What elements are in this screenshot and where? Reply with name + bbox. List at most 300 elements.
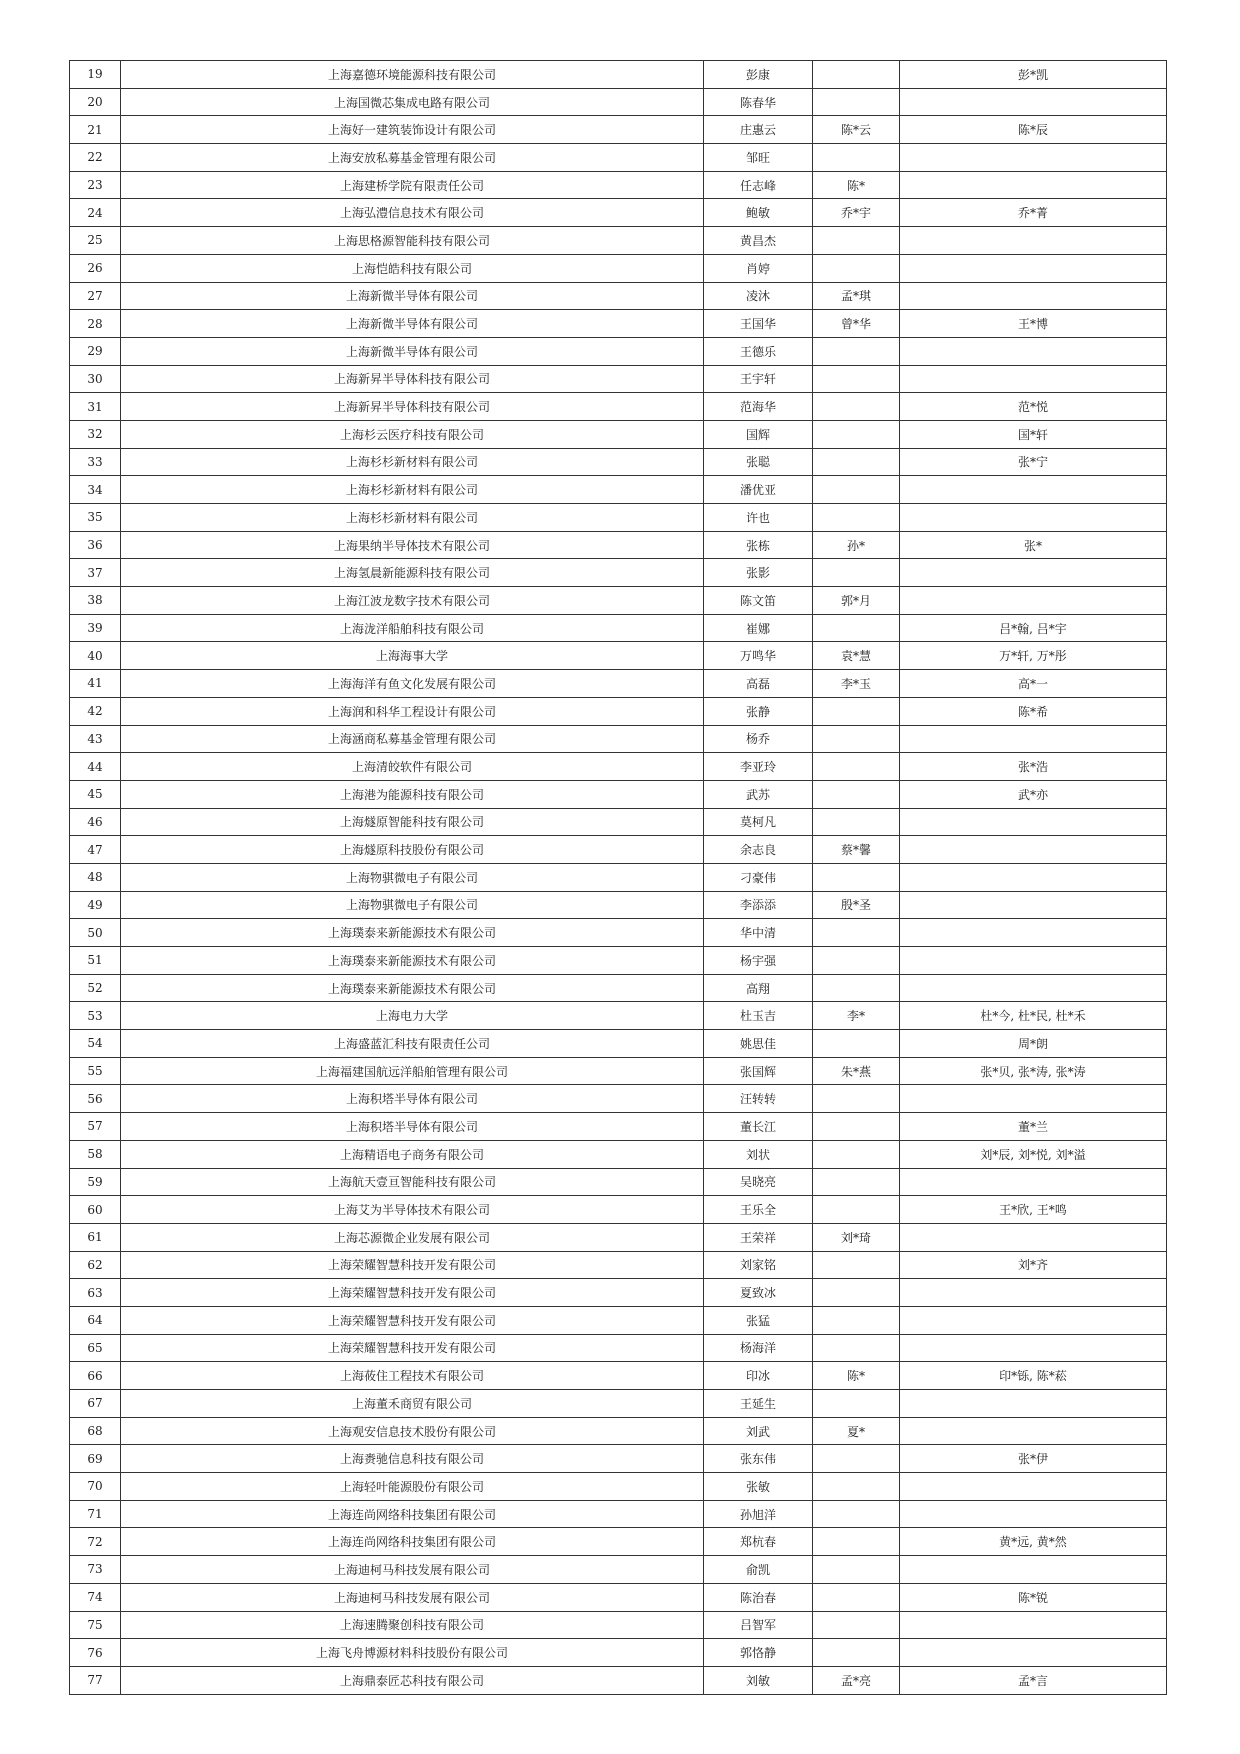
row-number-cell: 23 xyxy=(70,171,121,199)
person-name-cell: 陈治春 xyxy=(704,1583,813,1611)
spouse-name-cell xyxy=(813,420,900,448)
children-names-cell: 杜*今, 杜*民, 杜*禾 xyxy=(900,1002,1167,1030)
row-number-cell: 51 xyxy=(70,947,121,975)
person-name-cell: 肖婷 xyxy=(704,254,813,282)
spouse-name-cell xyxy=(813,337,900,365)
table-row xyxy=(70,1251,1167,1279)
children-names-cell: 黄*远, 黄*然 xyxy=(900,1528,1167,1556)
row-number-cell: 43 xyxy=(70,725,121,753)
spouse-name-cell xyxy=(813,1251,900,1279)
table-row xyxy=(70,1030,1167,1058)
children-names-cell: 印*铄, 陈*菘 xyxy=(900,1362,1167,1390)
table-row xyxy=(70,919,1167,947)
row-number-cell: 73 xyxy=(70,1556,121,1584)
table-row xyxy=(70,808,1167,836)
person-name-cell: 高翔 xyxy=(704,974,813,1002)
row-number-cell: 50 xyxy=(70,919,121,947)
spouse-name-cell: 孟*亮 xyxy=(813,1666,900,1694)
person-name-cell: 杨乔 xyxy=(704,725,813,753)
person-name-cell: 刘武 xyxy=(704,1417,813,1445)
table-row xyxy=(70,1113,1167,1141)
row-number-cell: 25 xyxy=(70,227,121,255)
spouse-name-cell xyxy=(813,725,900,753)
person-name-cell: 张国辉 xyxy=(704,1057,813,1085)
spouse-name-cell: 孙* xyxy=(813,531,900,559)
person-name-cell: 邹旺 xyxy=(704,144,813,172)
children-names-cell xyxy=(900,1500,1167,1528)
row-number-cell: 63 xyxy=(70,1279,121,1307)
table-row xyxy=(70,891,1167,919)
spouse-name-cell xyxy=(813,1611,900,1639)
person-name-cell: 郭恪静 xyxy=(704,1639,813,1667)
row-number-cell: 69 xyxy=(70,1445,121,1473)
row-number-cell: 41 xyxy=(70,670,121,698)
person-name-cell: 许也 xyxy=(704,504,813,532)
person-name-cell: 孙旭洋 xyxy=(704,1500,813,1528)
company-name-cell: 上海速腾聚创科技有限公司 xyxy=(121,1611,704,1639)
company-name-cell: 上海飞舟博源材料科技股份有限公司 xyxy=(121,1639,704,1667)
company-name-cell: 上海荣耀智慧科技开发有限公司 xyxy=(121,1279,704,1307)
spouse-name-cell xyxy=(813,1473,900,1501)
children-names-cell: 王*博 xyxy=(900,310,1167,338)
children-names-cell: 彭*凯 xyxy=(900,61,1167,89)
company-name-cell: 上海物骐微电子有限公司 xyxy=(121,891,704,919)
row-number-cell: 62 xyxy=(70,1251,121,1279)
table-row xyxy=(70,1500,1167,1528)
row-number-cell: 58 xyxy=(70,1140,121,1168)
company-name-cell: 上海海洋有鱼文化发展有限公司 xyxy=(121,670,704,698)
spouse-name-cell: 乔*宇 xyxy=(813,199,900,227)
spouse-name-cell xyxy=(813,61,900,89)
company-name-cell: 上海积塔半导体有限公司 xyxy=(121,1085,704,1113)
table-row xyxy=(70,1390,1167,1418)
children-names-cell xyxy=(900,1473,1167,1501)
children-names-cell xyxy=(900,1390,1167,1418)
children-names-cell xyxy=(900,863,1167,891)
company-name-cell: 上海杉杉新材料有限公司 xyxy=(121,476,704,504)
table-row xyxy=(70,670,1167,698)
person-name-cell: 万鸣华 xyxy=(704,642,813,670)
company-name-cell: 上海新微半导体有限公司 xyxy=(121,310,704,338)
person-name-cell: 李亚玲 xyxy=(704,753,813,781)
company-name-cell: 上海福建国航远洋船舶管理有限公司 xyxy=(121,1057,704,1085)
table-row xyxy=(70,1666,1167,1694)
company-name-cell: 上海连尚网络科技集团有限公司 xyxy=(121,1500,704,1528)
spouse-name-cell xyxy=(813,1500,900,1528)
table-row xyxy=(70,947,1167,975)
row-number-cell: 54 xyxy=(70,1030,121,1058)
roster-table-page xyxy=(69,60,1161,1695)
company-name-cell: 上海璞泰来新能源技术有限公司 xyxy=(121,974,704,1002)
company-name-cell: 上海轻叶能源股份有限公司 xyxy=(121,1473,704,1501)
company-name-cell: 上海盛蓝汇科技有限责任公司 xyxy=(121,1030,704,1058)
table-row xyxy=(70,1528,1167,1556)
company-name-cell: 上海安放私募基金管理有限公司 xyxy=(121,144,704,172)
row-number-cell: 19 xyxy=(70,61,121,89)
spouse-name-cell: 孟*琪 xyxy=(813,282,900,310)
row-number-cell: 21 xyxy=(70,116,121,144)
row-number-cell: 59 xyxy=(70,1168,121,1196)
person-name-cell: 王荣祥 xyxy=(704,1223,813,1251)
children-names-cell xyxy=(900,1306,1167,1334)
person-name-cell: 范海华 xyxy=(704,393,813,421)
spouse-name-cell: 曾*华 xyxy=(813,310,900,338)
spouse-name-cell xyxy=(813,1030,900,1058)
person-name-cell: 国辉 xyxy=(704,420,813,448)
company-name-cell: 上海荣耀智慧科技开发有限公司 xyxy=(121,1306,704,1334)
table-row xyxy=(70,504,1167,532)
company-name-cell: 上海好一建筑装饰设计有限公司 xyxy=(121,116,704,144)
company-name-cell: 上海璞泰来新能源技术有限公司 xyxy=(121,947,704,975)
spouse-name-cell: 陈*云 xyxy=(813,116,900,144)
company-name-cell: 上海恺皓科技有限公司 xyxy=(121,254,704,282)
company-name-cell: 上海芯源微企业发展有限公司 xyxy=(121,1223,704,1251)
row-number-cell: 36 xyxy=(70,531,121,559)
person-name-cell: 杨海洋 xyxy=(704,1334,813,1362)
company-name-cell: 上海新昇半导体科技有限公司 xyxy=(121,393,704,421)
spouse-name-cell xyxy=(813,1334,900,1362)
person-name-cell: 刘家铭 xyxy=(704,1251,813,1279)
company-name-cell: 上海璞泰来新能源技术有限公司 xyxy=(121,919,704,947)
company-name-cell: 上海燧原智能科技有限公司 xyxy=(121,808,704,836)
table-row xyxy=(70,1196,1167,1224)
spouse-name-cell xyxy=(813,1196,900,1224)
row-number-cell: 47 xyxy=(70,836,121,864)
table-row xyxy=(70,282,1167,310)
person-name-cell: 潘优亚 xyxy=(704,476,813,504)
person-name-cell: 王国华 xyxy=(704,310,813,338)
company-name-cell: 上海新微半导体有限公司 xyxy=(121,337,704,365)
person-name-cell: 庄惠云 xyxy=(704,116,813,144)
row-number-cell: 57 xyxy=(70,1113,121,1141)
children-names-cell xyxy=(900,587,1167,615)
row-number-cell: 30 xyxy=(70,365,121,393)
spouse-name-cell xyxy=(813,1583,900,1611)
company-name-cell: 上海清皎软件有限公司 xyxy=(121,753,704,781)
person-name-cell: 任志峰 xyxy=(704,171,813,199)
table-row xyxy=(70,1002,1167,1030)
row-number-cell: 32 xyxy=(70,420,121,448)
company-name-cell: 上海鼎泰匠芯科技有限公司 xyxy=(121,1666,704,1694)
spouse-name-cell xyxy=(813,863,900,891)
spouse-name-cell xyxy=(813,476,900,504)
person-name-cell: 张聪 xyxy=(704,448,813,476)
company-name-cell: 上海杉云医疗科技有限公司 xyxy=(121,420,704,448)
company-name-cell: 上海赉驰信息科技有限公司 xyxy=(121,1445,704,1473)
children-names-cell xyxy=(900,476,1167,504)
spouse-name-cell: 郭*月 xyxy=(813,587,900,615)
children-names-cell xyxy=(900,144,1167,172)
person-name-cell: 俞凯 xyxy=(704,1556,813,1584)
table-row xyxy=(70,642,1167,670)
spouse-name-cell xyxy=(813,919,900,947)
table-row xyxy=(70,725,1167,753)
children-names-cell: 陈*希 xyxy=(900,697,1167,725)
spouse-name-cell xyxy=(813,365,900,393)
person-name-cell: 吕智军 xyxy=(704,1611,813,1639)
person-name-cell: 汪转转 xyxy=(704,1085,813,1113)
table-row xyxy=(70,836,1167,864)
table-row xyxy=(70,1445,1167,1473)
children-names-cell xyxy=(900,559,1167,587)
table-row xyxy=(70,780,1167,808)
company-name-cell: 上海精语电子商务有限公司 xyxy=(121,1140,704,1168)
children-names-cell xyxy=(900,1417,1167,1445)
spouse-name-cell xyxy=(813,88,900,116)
person-name-cell: 彭康 xyxy=(704,61,813,89)
person-name-cell: 张东伟 xyxy=(704,1445,813,1473)
row-number-cell: 49 xyxy=(70,891,121,919)
spouse-name-cell xyxy=(813,808,900,836)
row-number-cell: 28 xyxy=(70,310,121,338)
table-row xyxy=(70,227,1167,255)
row-number-cell: 20 xyxy=(70,88,121,116)
children-names-cell xyxy=(900,947,1167,975)
row-number-cell: 70 xyxy=(70,1473,121,1501)
company-name-cell: 上海嘉德环境能源科技有限公司 xyxy=(121,61,704,89)
children-names-cell xyxy=(900,919,1167,947)
spouse-name-cell xyxy=(813,1639,900,1667)
children-names-cell: 吕*翰, 吕*宇 xyxy=(900,614,1167,642)
person-name-cell: 张栋 xyxy=(704,531,813,559)
person-name-cell: 武苏 xyxy=(704,780,813,808)
children-names-cell: 张*伊 xyxy=(900,1445,1167,1473)
children-names-cell xyxy=(900,1556,1167,1584)
person-name-cell: 李添添 xyxy=(704,891,813,919)
row-number-cell: 56 xyxy=(70,1085,121,1113)
children-names-cell: 高*一 xyxy=(900,670,1167,698)
company-name-cell: 上海荣耀智慧科技开发有限公司 xyxy=(121,1251,704,1279)
spouse-name-cell xyxy=(813,144,900,172)
spouse-name-cell xyxy=(813,1168,900,1196)
company-name-cell: 上海迪柯马科技发展有限公司 xyxy=(121,1556,704,1584)
person-name-cell: 王乐全 xyxy=(704,1196,813,1224)
children-names-cell: 张* xyxy=(900,531,1167,559)
person-name-cell: 夏致冰 xyxy=(704,1279,813,1307)
company-name-cell: 上海连尚网络科技集团有限公司 xyxy=(121,1528,704,1556)
children-names-cell xyxy=(900,1334,1167,1362)
company-name-cell: 上海思格源智能科技有限公司 xyxy=(121,227,704,255)
table-row xyxy=(70,1223,1167,1251)
company-name-cell: 上海艾为半导体技术有限公司 xyxy=(121,1196,704,1224)
company-name-cell: 上海涵商私募基金管理有限公司 xyxy=(121,725,704,753)
row-number-cell: 39 xyxy=(70,614,121,642)
row-number-cell: 52 xyxy=(70,974,121,1002)
table-row xyxy=(70,116,1167,144)
company-name-cell: 上海物骐微电子有限公司 xyxy=(121,863,704,891)
spouse-name-cell xyxy=(813,504,900,532)
person-name-cell: 董长江 xyxy=(704,1113,813,1141)
company-name-cell: 上海弘澧信息技术有限公司 xyxy=(121,199,704,227)
spouse-name-cell xyxy=(813,1390,900,1418)
children-names-cell: 王*欣, 王*鸣 xyxy=(900,1196,1167,1224)
table-row xyxy=(70,1583,1167,1611)
table-row xyxy=(70,88,1167,116)
row-number-cell: 60 xyxy=(70,1196,121,1224)
children-names-cell xyxy=(900,1085,1167,1113)
person-name-cell: 张影 xyxy=(704,559,813,587)
row-number-cell: 72 xyxy=(70,1528,121,1556)
table-row xyxy=(70,1057,1167,1085)
row-number-cell: 76 xyxy=(70,1639,121,1667)
table-row xyxy=(70,310,1167,338)
spouse-name-cell xyxy=(813,1306,900,1334)
company-name-cell: 上海海事大学 xyxy=(121,642,704,670)
table-row xyxy=(70,365,1167,393)
spouse-name-cell xyxy=(813,1528,900,1556)
spouse-name-cell: 朱*燕 xyxy=(813,1057,900,1085)
row-number-cell: 35 xyxy=(70,504,121,532)
person-name-cell: 吴晓亮 xyxy=(704,1168,813,1196)
children-names-cell: 乔*菁 xyxy=(900,199,1167,227)
row-number-cell: 46 xyxy=(70,808,121,836)
row-number-cell: 61 xyxy=(70,1223,121,1251)
row-number-cell: 74 xyxy=(70,1583,121,1611)
table-row xyxy=(70,393,1167,421)
children-names-cell xyxy=(900,1639,1167,1667)
person-name-cell: 刘敏 xyxy=(704,1666,813,1694)
company-name-cell: 上海杉杉新材料有限公司 xyxy=(121,504,704,532)
person-name-cell: 张敏 xyxy=(704,1473,813,1501)
table-row xyxy=(70,1473,1167,1501)
person-name-cell: 凌沐 xyxy=(704,282,813,310)
person-name-cell: 王延生 xyxy=(704,1390,813,1418)
row-number-cell: 34 xyxy=(70,476,121,504)
children-names-cell: 国*轩 xyxy=(900,420,1167,448)
row-number-cell: 31 xyxy=(70,393,121,421)
table-row xyxy=(70,254,1167,282)
spouse-name-cell: 殷*圣 xyxy=(813,891,900,919)
person-name-cell: 郑杭春 xyxy=(704,1528,813,1556)
company-name-cell: 上海泷洋船舶科技有限公司 xyxy=(121,614,704,642)
row-number-cell: 65 xyxy=(70,1334,121,1362)
person-name-cell: 鲍敏 xyxy=(704,199,813,227)
table-row xyxy=(70,1334,1167,1362)
table-row xyxy=(70,1306,1167,1334)
children-names-cell: 周*朗 xyxy=(900,1030,1167,1058)
table-row xyxy=(70,61,1167,89)
company-name-cell: 上海电力大学 xyxy=(121,1002,704,1030)
children-names-cell: 董*兰 xyxy=(900,1113,1167,1141)
person-name-cell: 张猛 xyxy=(704,1306,813,1334)
children-names-cell xyxy=(900,337,1167,365)
roster-table-body xyxy=(70,61,1167,1695)
children-names-cell xyxy=(900,1223,1167,1251)
row-number-cell: 44 xyxy=(70,753,121,781)
children-names-cell xyxy=(900,808,1167,836)
row-number-cell: 66 xyxy=(70,1362,121,1390)
children-names-cell: 刘*齐 xyxy=(900,1251,1167,1279)
spouse-name-cell xyxy=(813,753,900,781)
spouse-name-cell xyxy=(813,1556,900,1584)
person-name-cell: 杜玉吉 xyxy=(704,1002,813,1030)
person-name-cell: 王德乐 xyxy=(704,337,813,365)
company-name-cell: 上海建桥学院有限责任公司 xyxy=(121,171,704,199)
table-row xyxy=(70,1611,1167,1639)
table-row xyxy=(70,1085,1167,1113)
table-row xyxy=(70,476,1167,504)
table-row xyxy=(70,614,1167,642)
table-row xyxy=(70,697,1167,725)
row-number-cell: 22 xyxy=(70,144,121,172)
person-name-cell: 高磊 xyxy=(704,670,813,698)
spouse-name-cell: 夏* xyxy=(813,1417,900,1445)
row-number-cell: 48 xyxy=(70,863,121,891)
row-number-cell: 33 xyxy=(70,448,121,476)
table-row xyxy=(70,199,1167,227)
company-name-cell: 上海航天壹亘智能科技有限公司 xyxy=(121,1168,704,1196)
company-name-cell: 上海燧原科技股份有限公司 xyxy=(121,836,704,864)
spouse-name-cell: 袁*慧 xyxy=(813,642,900,670)
spouse-name-cell xyxy=(813,254,900,282)
table-row xyxy=(70,448,1167,476)
children-names-cell xyxy=(900,891,1167,919)
spouse-name-cell xyxy=(813,448,900,476)
spouse-name-cell xyxy=(813,1140,900,1168)
children-names-cell xyxy=(900,836,1167,864)
row-number-cell: 26 xyxy=(70,254,121,282)
spouse-name-cell: 李*玉 xyxy=(813,670,900,698)
children-names-cell xyxy=(900,1168,1167,1196)
company-name-cell: 上海荣耀智慧科技开发有限公司 xyxy=(121,1334,704,1362)
person-name-cell: 崔娜 xyxy=(704,614,813,642)
children-names-cell xyxy=(900,88,1167,116)
company-name-cell: 上海氢晨新能源科技有限公司 xyxy=(121,559,704,587)
spouse-name-cell xyxy=(813,697,900,725)
person-name-cell: 黄昌杰 xyxy=(704,227,813,255)
row-number-cell: 37 xyxy=(70,559,121,587)
row-number-cell: 45 xyxy=(70,780,121,808)
children-names-cell: 万*轩, 万*彤 xyxy=(900,642,1167,670)
children-names-cell: 武*亦 xyxy=(900,780,1167,808)
company-name-cell: 上海新昇半导体科技有限公司 xyxy=(121,365,704,393)
company-name-cell: 上海迪柯马科技发展有限公司 xyxy=(121,1583,704,1611)
children-names-cell xyxy=(900,504,1167,532)
company-name-cell: 上海董禾商贸有限公司 xyxy=(121,1390,704,1418)
person-name-cell: 张静 xyxy=(704,697,813,725)
row-number-cell: 29 xyxy=(70,337,121,365)
table-row xyxy=(70,1362,1167,1390)
table-row xyxy=(70,171,1167,199)
children-names-cell xyxy=(900,282,1167,310)
table-row xyxy=(70,144,1167,172)
company-name-cell: 上海港为能源科技有限公司 xyxy=(121,780,704,808)
table-row xyxy=(70,337,1167,365)
spouse-name-cell xyxy=(813,1445,900,1473)
person-name-cell: 刁豪伟 xyxy=(704,863,813,891)
table-row xyxy=(70,531,1167,559)
children-names-cell xyxy=(900,365,1167,393)
roster-table xyxy=(69,60,1167,1695)
table-row xyxy=(70,1168,1167,1196)
person-name-cell: 莫柯凡 xyxy=(704,808,813,836)
spouse-name-cell xyxy=(813,1113,900,1141)
person-name-cell: 杨宇强 xyxy=(704,947,813,975)
company-name-cell: 上海国微芯集成电路有限公司 xyxy=(121,88,704,116)
spouse-name-cell xyxy=(813,947,900,975)
row-number-cell: 77 xyxy=(70,1666,121,1694)
row-number-cell: 55 xyxy=(70,1057,121,1085)
table-row xyxy=(70,753,1167,781)
person-name-cell: 华中清 xyxy=(704,919,813,947)
person-name-cell: 陈春华 xyxy=(704,88,813,116)
children-names-cell xyxy=(900,1279,1167,1307)
row-number-cell: 24 xyxy=(70,199,121,227)
table-row xyxy=(70,974,1167,1002)
row-number-cell: 67 xyxy=(70,1390,121,1418)
spouse-name-cell: 刘*琦 xyxy=(813,1223,900,1251)
table-row xyxy=(70,863,1167,891)
